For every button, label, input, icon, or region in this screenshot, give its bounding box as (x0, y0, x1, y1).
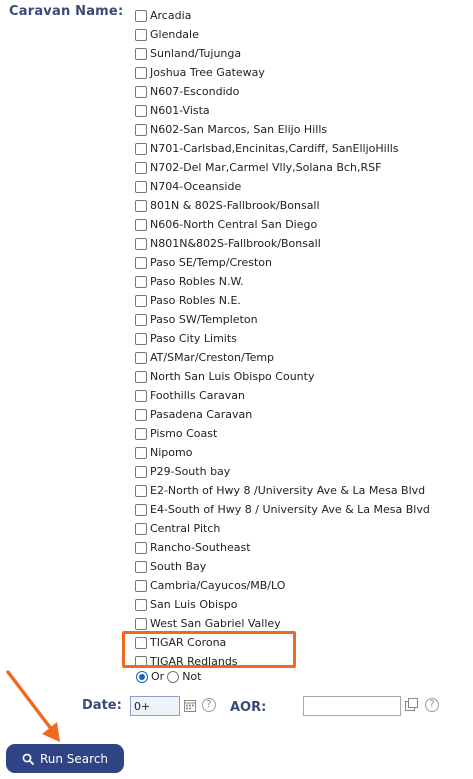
caravan-option[interactable] (135, 310, 430, 329)
caravan-option[interactable] (135, 348, 430, 367)
caravan-option-label: AT/SMar/Creston/Temp (150, 351, 275, 364)
caravan-checkbox[interactable] (135, 314, 147, 326)
caravan-option[interactable] (135, 139, 430, 158)
not-radio[interactable] (167, 671, 179, 683)
caravan-checkbox[interactable] (135, 257, 147, 269)
caravan-name-label: Caravan Name: (9, 4, 124, 19)
caravan-option-label: E4-South of Hwy 8 / University Ave & La Mesa Blvd (150, 503, 430, 516)
aor-help-icon[interactable]: ? (425, 698, 439, 712)
caravan-option[interactable] (135, 253, 430, 272)
copy-icon[interactable] (405, 698, 419, 712)
caravan-option-label: N702-Del Mar,Carmel Vlly,Solana Bch,RSF (150, 161, 382, 174)
caravan-checkbox[interactable] (135, 371, 147, 383)
caravan-option-label: Joshua Tree Gateway (150, 66, 265, 79)
caravan-option-label: San Luis Obispo (150, 598, 238, 611)
caravan-option-label: Sunland/Tujunga (150, 47, 242, 60)
caravan-option-label: North San Luis Obispo County (150, 370, 315, 383)
calendar-icon[interactable] (184, 699, 196, 712)
caravan-option-label: N606-North Central San Diego (150, 218, 318, 231)
caravan-checkbox[interactable] (135, 86, 147, 98)
caravan-option-label: 801N & 802S-Fallbrook/Bonsall (150, 199, 320, 212)
caravan-option[interactable] (135, 481, 430, 500)
caravan-checkbox[interactable] (135, 618, 147, 630)
or-radio[interactable] (136, 671, 148, 683)
caravan-checkbox[interactable] (135, 599, 147, 611)
date-input[interactable] (130, 696, 180, 716)
caravan-checkbox[interactable] (135, 542, 147, 554)
caravan-option[interactable] (135, 386, 430, 405)
caravan-option-label: Paso SE/Temp/Creston (150, 256, 272, 269)
search-icon (22, 753, 34, 765)
highlight-box (122, 631, 296, 668)
caravan-option[interactable] (135, 272, 430, 291)
caravan-option[interactable] (135, 158, 430, 177)
caravan-checkbox[interactable] (135, 29, 147, 41)
caravan-checkbox[interactable] (135, 10, 147, 22)
caravan-checkbox[interactable] (135, 352, 147, 364)
caravan-option-label: N801N&802S-Fallbrook/Bonsall (150, 237, 321, 250)
caravan-option-label: Paso Robles N.E. (150, 294, 241, 307)
caravan-checkbox[interactable] (135, 105, 147, 117)
caravan-option[interactable] (135, 82, 430, 101)
caravan-checkbox[interactable] (135, 67, 147, 79)
caravan-option-label: Foothills Caravan (150, 389, 245, 402)
caravan-option-label: N701-Carlsbad,Encinitas,Cardiff, SanElljoHills (150, 142, 399, 155)
caravan-option-label: TIGAR Corona (150, 636, 227, 649)
caravan-checkbox[interactable] (135, 181, 147, 193)
caravan-checkbox[interactable] (135, 333, 147, 345)
logic-selector (136, 670, 201, 683)
caravan-option-label: Paso Robles N.W. (150, 275, 244, 288)
caravan-option[interactable] (135, 367, 430, 386)
caravan-option-label: N704-Oceanside (150, 180, 242, 193)
caravan-option-label: Arcadia (150, 9, 192, 22)
caravan-checkbox[interactable] (135, 428, 147, 440)
caravan-checkbox[interactable] (135, 504, 147, 516)
caravan-option[interactable] (135, 443, 430, 462)
caravan-checkbox[interactable] (135, 523, 147, 535)
caravan-option[interactable] (135, 500, 430, 519)
caravan-checkbox[interactable] (135, 485, 147, 497)
caravan-option-label: TIGAR Redlands (150, 655, 238, 668)
caravan-checkbox[interactable] (135, 276, 147, 288)
caravan-option-label: West San Gabriel Valley (150, 617, 281, 630)
caravan-option-label: Rancho-Southeast (150, 541, 251, 554)
caravan-checkbox[interactable] (135, 409, 147, 421)
caravan-checkbox[interactable] (135, 124, 147, 136)
caravan-checkbox[interactable] (135, 390, 147, 402)
caravan-checkbox[interactable] (135, 238, 147, 250)
caravan-option[interactable] (135, 576, 430, 595)
caravan-checkbox[interactable] (135, 580, 147, 592)
caravan-option[interactable] (135, 6, 430, 25)
caravan-option-label: Pasadena Caravan (150, 408, 253, 421)
or-label: Or (151, 670, 165, 683)
caravan-option[interactable] (135, 329, 430, 348)
caravan-option-label: Central Pitch (150, 522, 221, 535)
caravan-option[interactable] (135, 595, 430, 614)
caravan-option-label: N601-Vista (150, 104, 210, 117)
caravan-option-label: Paso City Limits (150, 332, 237, 345)
caravan-option-label: Paso SW/Templeton (150, 313, 258, 326)
date-help-icon[interactable]: ? (202, 698, 216, 712)
caravan-checkbox[interactable] (135, 561, 147, 573)
caravan-option-label: Glendale (150, 28, 199, 41)
caravan-option[interactable] (135, 538, 430, 557)
caravan-option[interactable] (135, 557, 430, 576)
caravan-option[interactable] (135, 63, 430, 82)
caravan-option-label: N602-San Marcos, San Elijo Hills (150, 123, 328, 136)
caravan-checkbox[interactable] (135, 200, 147, 212)
caravan-option[interactable] (135, 120, 430, 139)
caravan-option-label: Pismo Coast (150, 427, 218, 440)
caravan-option[interactable] (135, 405, 430, 424)
not-label: Not (182, 670, 202, 683)
aor-input[interactable] (303, 696, 401, 716)
caravan-checkbox[interactable] (135, 219, 147, 231)
caravan-checkbox[interactable] (135, 447, 147, 459)
caravan-option[interactable] (135, 291, 430, 310)
run-search-label: Run Search (39, 751, 109, 766)
caravan-option[interactable] (135, 215, 430, 234)
pointer-arrow-icon (0, 668, 80, 752)
caravan-checkbox[interactable] (135, 295, 147, 307)
caravan-checkbox[interactable] (135, 466, 147, 478)
caravan-option[interactable] (135, 25, 430, 44)
caravan-option[interactable] (135, 519, 430, 538)
caravan-option[interactable] (135, 234, 430, 253)
caravan-list (135, 6, 430, 671)
caravan-option-label: Cambria/Cayucos/MB/LO (150, 579, 286, 592)
run-search-button[interactable] (6, 744, 124, 773)
caravan-option[interactable] (135, 177, 430, 196)
caravan-option-label: E2-North of Hwy 8 /University Ave & La Mesa Blvd (150, 484, 426, 497)
caravan-checkbox[interactable] (135, 143, 147, 155)
caravan-option-label: N607-Escondido (150, 85, 240, 98)
caravan-option[interactable] (135, 424, 430, 443)
caravan-option-label: P29-South bay (150, 465, 231, 478)
caravan-option[interactable] (135, 101, 430, 120)
aor-label: AOR: (230, 700, 267, 715)
date-label: Date: (82, 698, 122, 713)
caravan-option-label: Nipomo (150, 446, 193, 459)
caravan-option[interactable] (135, 44, 430, 63)
caravan-option-label: South Bay (150, 560, 207, 573)
caravan-option[interactable] (135, 196, 430, 215)
caravan-checkbox[interactable] (135, 162, 147, 174)
caravan-checkbox[interactable] (135, 48, 147, 60)
caravan-option[interactable] (135, 462, 430, 481)
